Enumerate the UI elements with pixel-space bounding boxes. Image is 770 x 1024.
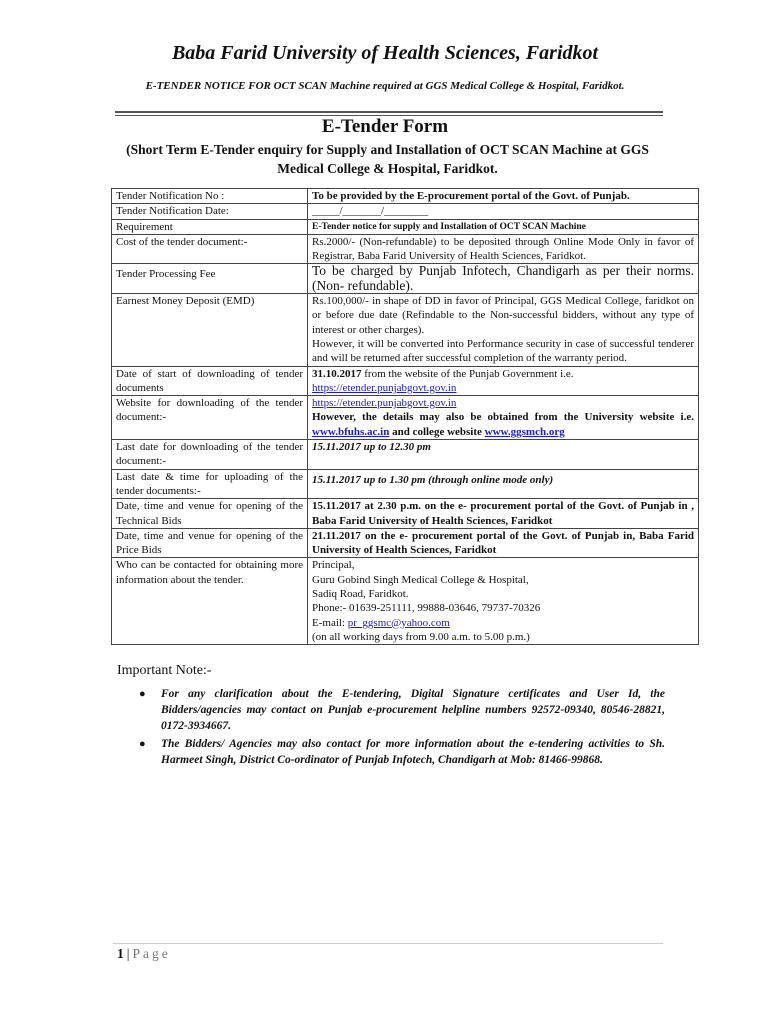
page-number: 1 (117, 946, 124, 961)
row-label-processing-fee: Tender Processing Fee (112, 264, 308, 294)
footer-separator: | (126, 946, 130, 961)
note-text: The Bidders/ Agencies may also contact for more information about the e-tendering activities to Sh. Harmeet Singh, District Co-ordinator of Punjab Infotech, Chandigarh at Mob: 81466-99868. (161, 738, 665, 766)
page-label: Page (132, 946, 171, 961)
university-title: Baba Farid University of Health Sciences, Faridkot (171, 42, 599, 64)
row-label-contact: Who can be contacted for obtaining more information about the tender. (112, 558, 308, 645)
etender-portal-link[interactable]: https://etender.punjabgovt.gov.in (312, 397, 457, 410)
row-label-notification-no: Tender Notification No : (112, 189, 308, 204)
row-label-requirement: Requirement (112, 219, 308, 234)
header-divider (115, 111, 663, 113)
contact-title: Principal, (312, 559, 355, 572)
email-label: E-mail: (312, 616, 345, 629)
table-row (112, 204, 699, 219)
row-value-technical-bids: 15.11.2017 at 2.30 p.m. on the e- procurement portal of the Govt. of Punjab in , Baba Farid University of Health Sciences, Faridkot (308, 499, 699, 529)
note-text: For any clarification about the E-tendering, Digital Signature certificates and User Id, the Bidders/agencies may contact on Punjab e-procurement helpline numbers 92572-09340, 80546-28821, 0172-3934667. (161, 688, 665, 732)
table-row (112, 396, 699, 440)
row-value-requirement: E-Tender notice for supply and Installation of OCT SCAN Machine (308, 219, 699, 234)
emd-text: Rs.100,000/- in shape of DD in favor of Principal, GGS Medical College, faridkot on or before due date (Refindable to the Non-successful bidders, without any type of interest or other charges). (312, 295, 694, 336)
row-label-website: Website for downloading of the tender document:- (112, 396, 308, 440)
table-row (112, 294, 699, 366)
website-note: However, the details may also be obtained from the University website i.e. (312, 411, 694, 424)
row-value-website (308, 396, 699, 440)
email-link[interactable]: pr_ggsmc@yahoo.com (347, 616, 450, 629)
bullet-icon: ● (139, 738, 146, 750)
important-notes-list (130, 686, 665, 770)
row-label-emd: Earnest Money Deposit (EMD) (112, 294, 308, 366)
footer-divider (113, 943, 663, 944)
bullet-icon: ● (139, 688, 146, 700)
contact-hours: (on all working days from 9.00 a.m. to 5.00 p.m.) (312, 630, 530, 643)
row-value-last-download: 15.11.2017 up to 12.30 pm (308, 440, 699, 470)
form-subtitle: (Short Term E-Tender enquiry for Supply and Installation of OCT SCAN Machine at GGS Medical College & Hospital, Faridkot. (126, 142, 649, 176)
emd-conversion-text: However, it will be converted into Performance security in case of successful tenderer and will be returned after successful completion of the warranty period. (312, 337, 694, 365)
row-value-contact (308, 558, 699, 645)
table-row (112, 366, 699, 396)
list-item (130, 736, 665, 768)
contact-phone: Phone:- 01639-251111, 99888-03646, 79737-70326 (312, 602, 541, 615)
important-note-title: Important Note:- (117, 663, 212, 678)
tender-details-table (111, 188, 699, 645)
college-website-link[interactable]: www.ggsmch.org (484, 425, 565, 438)
row-value-emd (308, 294, 699, 366)
row-label-technical-bids: Date, time and venue for opening of the Technical Bids (112, 499, 308, 529)
start-date: 31.10.2017 (312, 367, 362, 380)
row-label-cost: Cost of the tender document:- (112, 234, 308, 264)
tender-notice-line: E-TENDER NOTICE FOR OCT SCAN Machine required at GGS Medical College & Hospital, Faridkot. (145, 80, 625, 92)
row-label-price-bids: Date, time and venue for opening of the Price Bids (112, 528, 308, 558)
row-label-start-download: Date of start of downloading of tender documents (112, 366, 308, 396)
row-value-notification-date: _____/_______/________ (308, 204, 699, 219)
university-website-link[interactable]: www.bfuhs.ac.in (312, 425, 390, 438)
row-label-last-upload: Last date & time for uploading of the tender documents:- (112, 469, 308, 499)
row-value-processing-fee: To be charged by Punjab Infotech, Chandigarh as per their norms. (Non- refundable). (308, 264, 699, 294)
website-note-mid: and college website (392, 425, 482, 438)
row-value-price-bids: 21.11.2017 on the e- procurement portal of the Govt. of Punjab in, Baba Farid University of Health Sciences, Faridkot (308, 528, 699, 558)
row-value-cost: Rs.2000/- (Non-refundable) to be deposited through Online Mode Only in favor of Registrar, Baba Farid University of Health Sciences, Faridkot. (308, 234, 699, 264)
contact-address: Sadiq Road, Faridkot. (312, 588, 409, 601)
page-footer (117, 946, 171, 962)
row-label-last-download: Last date for downloading of the tender document:- (112, 440, 308, 470)
etender-portal-link[interactable]: https://etender.punjabgovt.gov.in (312, 381, 457, 394)
row-label-notification-date: Tender Notification Date: (112, 204, 308, 219)
table-row (112, 219, 699, 234)
table-row (112, 528, 699, 558)
start-download-text: from the website of the Punjab Government i.e. (364, 367, 574, 380)
table-row (112, 469, 699, 499)
form-title: E-Tender Form (321, 116, 449, 137)
table-row (112, 189, 699, 204)
table-row (112, 234, 699, 264)
table-row (112, 440, 699, 470)
contact-college: Guru Gobind Singh Medical College & Hospital, (312, 573, 529, 586)
list-item (130, 686, 665, 734)
row-value-last-upload: 15.11.2017 up to 1.30 pm (through online mode only) (308, 469, 699, 499)
table-row (112, 264, 699, 294)
row-value-start-download (308, 366, 699, 396)
row-value-notification-no: To be provided by the E-procurement portal of the Govt. of Punjab. (308, 189, 699, 204)
table-row (112, 558, 699, 645)
contact-email-line (312, 616, 694, 630)
table-row (112, 499, 699, 529)
